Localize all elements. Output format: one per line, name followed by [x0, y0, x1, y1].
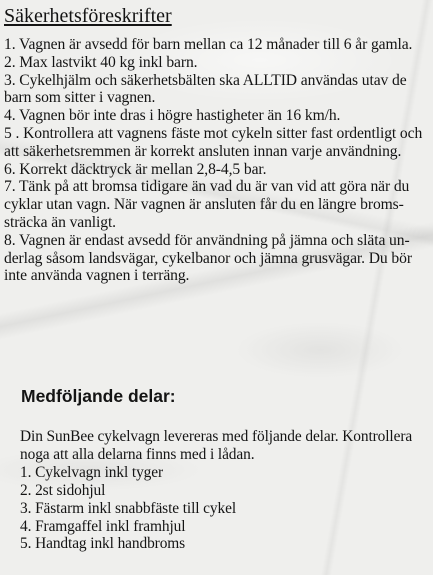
safety-rule-line: sträcka än vanligt.: [4, 213, 116, 231]
parts-item: 1. Cykelvagn inkl tyger: [20, 463, 164, 481]
safety-rules-list: [4, 36, 431, 285]
parts-intro-line: Din SunBee cykelvagn levereras med följande delar. Kontrollera: [20, 428, 413, 445]
safety-rule-line: 3. Cykelhjälm och säkerhetsbälten ska ALLTID användas utav de: [4, 71, 407, 89]
safety-rule-line: 6. Korrekt däcktryck är mellan 2,8-4,5 bar.: [4, 160, 267, 178]
included-parts-list: [20, 428, 431, 553]
safety-rule-line: inte använda vagnen i terräng.: [4, 267, 190, 285]
safety-rule-line: 4. Vagnen bör inte dras i högre hastigheter än 16 km/h.: [4, 107, 341, 125]
parts-item: 5. Handtag inkl handbroms: [20, 535, 186, 553]
included-parts-heading: Medföljande delar:: [21, 386, 176, 406]
parts-item: 4. Framgaffel inkl framhjul: [20, 517, 186, 535]
safety-rules-heading: Säkerhetsföreskrifter: [4, 5, 172, 27]
safety-rule-line: derlag såsom landsvägar, cykelbanor och jämna grusvägar. Du bör: [4, 249, 412, 267]
parts-intro-line: noga att alla delarna finns med i lådan.: [20, 445, 255, 463]
safety-rule-line: barn som sitter i vagnen.: [4, 89, 156, 107]
parts-item: 2. 2st sidohjul: [20, 481, 106, 499]
safety-rule-line: 2. Max lastvikt 40 kg inkl barn.: [4, 53, 198, 71]
safety-rule-line: 1. Vagnen är avsedd för barn mellan ca 12 månader till 6 år gamla.: [4, 36, 413, 53]
safety-rule-line: 7. Tänk på att bromsa tidigare än vad du är van vid att göra när du: [4, 178, 410, 196]
safety-rule-line: 8. Vagnen är endast avsedd för användning på jämna och släta un-: [4, 231, 410, 249]
safety-rule-line: 5 . Kontrollera att vagnens fäste mot cykeln sitter fast ordentligt och: [4, 124, 423, 142]
safety-rule-line: att säkerhetsremmen är korrekt ansluten innan varje användning.: [4, 142, 402, 160]
safety-rule-line: cyklar utan vagn. När vagnen är ansluten får du en längre broms-: [4, 196, 404, 214]
parts-item: 3. Fästarm inkl snabbfäste till cykel: [20, 499, 237, 517]
